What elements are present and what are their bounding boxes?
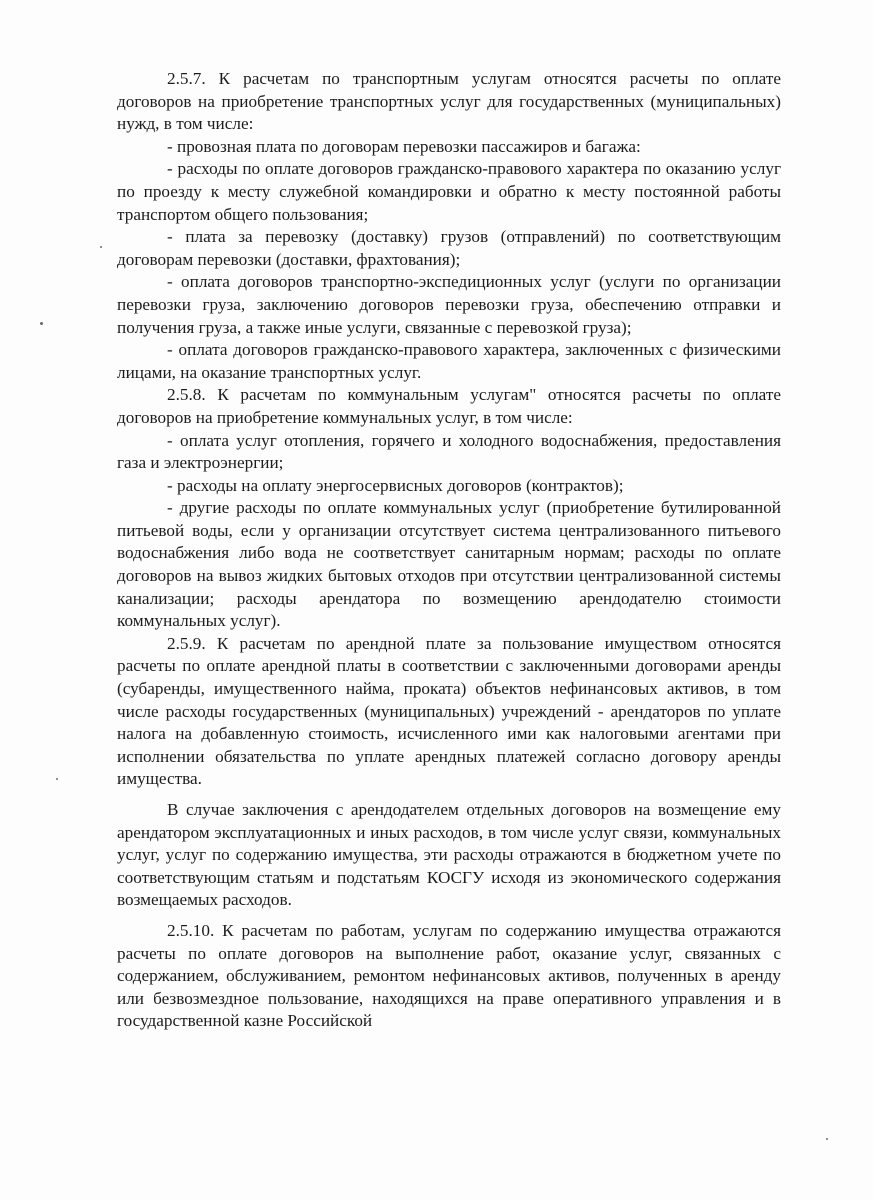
scan-speck	[56, 778, 58, 780]
paragraph-2-5-7: 2.5.7. К расчетам по транспортным услугам относятся расчеты по оплате договоров на приобретение транспортных услуг для государственных (муниципальных) нужд, в том числе:	[117, 69, 781, 134]
scan-speck	[40, 322, 43, 325]
list-item-other-utilities: - другие расходы по оплате коммунальных услуг (приобретение бутилированной питьевой воды, если у организации отсутствует система централизованного питьевого водоснабжения либо вода не соответствует санитарным нормам; расходы по оплате договоров на вывоз жидких бытовых отходов при отсутствии централизованной системы канализации; расходы арендатора по возмещению арендодателю стоимости коммунальных услуг).	[117, 498, 781, 631]
paragraph-2-5-9: 2.5.9. К расчетам по арендной плате за пользование имуществом относятся расчеты по оплате арендной платы в соответствии с заключенными договорами аренды (субаренды, имущественного найма, проката) объектов нефинансовых активов, в том числе расходы государственных (муниципальных) учреждений - арендаторов по уплате налога на добавленную стоимость, исчисленного ими как налоговыми агентами при исполнении обязательства по уплате арендных платежей согласно договору аренды имущества.	[117, 633, 781, 789]
scan-speck	[100, 246, 102, 248]
list-item-passenger-fare: - провозная плата по договорам перевозки пассажиров и багажа:	[167, 136, 641, 156]
paragraph-2-5-10: 2.5.10. К расчетам по работам, услугам по содержанию имущества отражаются расчеты по оплате договоров на выполнение работ, оказание услуг, связанных с содержанием, обслуживанием, ремонтом нефинансовых активов, полученных в аренду или безвозмездное пользование, находящихся на праве оперативного управления и в государственной казне Российской	[117, 920, 781, 1031]
list-item-forwarding-services: - оплата договоров транспортно-экспедиционных услуг (услуги по организации перевозки груза, заключению договоров перевозки груза, обеспечению отправки и получения груза, а также иные услуги, связанные с перевозкой груза);	[117, 272, 781, 337]
list-item-energy-contracts: - расходы на оплату энергосервисных договоров (контрактов);	[167, 475, 624, 495]
list-item-cargo-delivery: - плата за перевозку (доставку) грузов (отправлений) по соответствующим договорам перевозки (доставки, фрахтования);	[117, 227, 781, 269]
list-item-civil-contracts: - оплата договоров гражданско-правового характера, заключенных с физическими лицами, на оказание транспортных услуг.	[117, 340, 781, 382]
document-body	[117, 68, 781, 1033]
paragraph-separate-contracts: В случае заключения с арендодателем отдельных договоров на возмещение ему арендатором эксплуатационных и иных расходов, в том числе услуг связи, коммунальных услуг, услуг по содержанию имущества, эти расходы отражаются в бюджетном учете по соответствующим статьям и подстатьям КОСГУ исходя из экономического содержания возмещаемых расходов.	[117, 800, 781, 910]
scan-speck	[826, 1138, 828, 1140]
list-item-heating-water: - оплата услуг отопления, горячего и холодного водоснабжения, предоставления газа и электроэнергии;	[117, 430, 781, 473]
list-item-travel-expenses: - расходы по оплате договоров гражданско-правового характера по оказанию услуг по проезду к месту служебной командировки и обратно к месту постоянной работы транспортом общего пользования;	[117, 159, 781, 224]
paragraph-2-5-8: 2.5.8. К расчетам по коммунальным услугам" относятся расчеты по оплате договоров на приобретение коммунальных услуг, в том числе:	[117, 385, 781, 427]
